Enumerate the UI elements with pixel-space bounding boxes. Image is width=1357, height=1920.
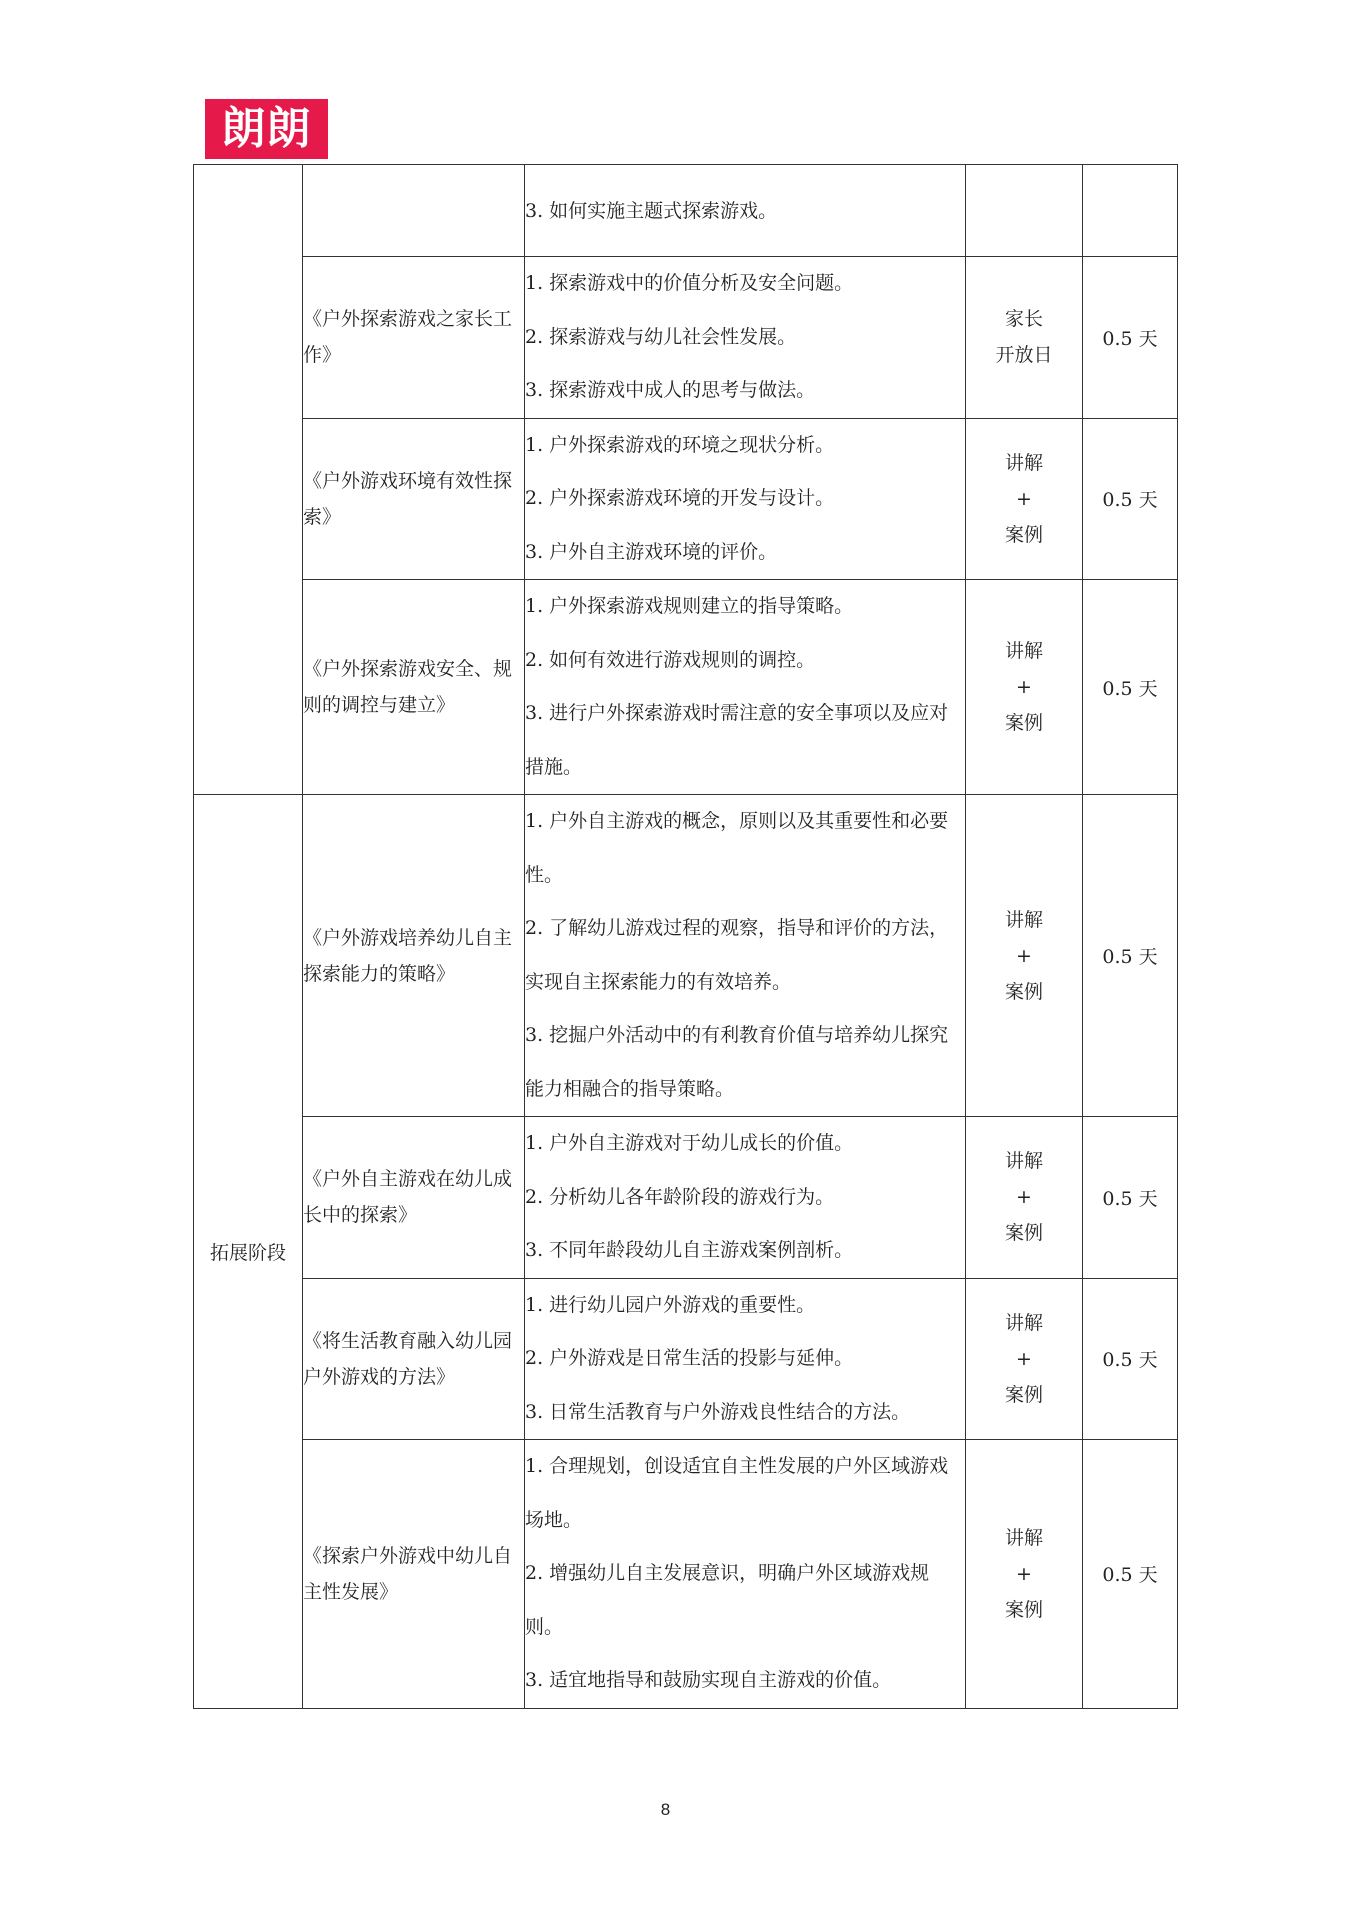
method-line: 讲解	[1004, 1150, 1043, 1173]
course-duration: 0.5 天	[1083, 1440, 1178, 1709]
course-duration: 0.5 天	[1083, 580, 1178, 795]
course-method	[966, 795, 1083, 1117]
content-line: 3. 探索游戏中成人的思考与做法。	[525, 379, 816, 401]
course-title: 《户外探索游戏安全、规则的调控与建立》	[303, 580, 525, 795]
course-title: 《户外游戏环境有效性探索》	[303, 418, 525, 580]
method-line: 案例	[1004, 980, 1043, 1003]
course-duration: 0.5 天	[1083, 418, 1178, 580]
content-line: 3. 日常生活教育与户外游戏良性结合的方法。	[525, 1400, 911, 1423]
table-row	[194, 1278, 1178, 1440]
method-line: 案例	[1004, 712, 1043, 734]
content-line: 2. 探索游戏与幼儿社会性发展。	[525, 325, 797, 348]
content-line: 2. 了解幼儿游戏过程的观察，指导和评价的方法，实现自主探索能力的有效培养。	[525, 917, 949, 993]
content-line: 1. 户外自主游戏的概念，原则以及其重要性和必要性。	[525, 810, 949, 886]
content-line: 3. 适宜地指导和鼓励实现自主游戏的价值。	[525, 1669, 892, 1691]
method-line: +	[1016, 1347, 1032, 1370]
course-method	[966, 580, 1083, 795]
content-line: 3. 挖掘户外活动中的有利教育价值与培养幼儿探究能力相融合的指导策略。	[525, 1024, 949, 1100]
stage-cell-continued	[194, 165, 303, 795]
content-line: 2. 户外游戏是日常生活的投影与延伸。	[525, 1347, 854, 1369]
method-line: +	[1016, 1186, 1032, 1209]
method-line: 开放日	[995, 344, 1053, 367]
content-line: 1. 合理规划，创设适宜自主性发展的户外区域游戏场地。	[525, 1455, 949, 1531]
course-schedule-table	[193, 164, 1178, 1709]
method-line: 案例	[1004, 1598, 1043, 1621]
course-title: 《户外自主游戏在幼儿成长中的探索》	[303, 1117, 525, 1279]
course-content	[525, 257, 966, 419]
method-line: 案例	[1004, 1222, 1043, 1245]
brand-logo: 朗朗	[205, 99, 328, 159]
table-row	[194, 580, 1178, 795]
page-number: 8	[660, 1800, 671, 1819]
table-row	[194, 418, 1178, 580]
course-method	[966, 1278, 1083, 1440]
method-line: 案例	[1004, 523, 1043, 546]
course-duration: 0.5 天	[1083, 257, 1178, 419]
course-title: 《户外探索游戏之家长工作》	[303, 257, 525, 419]
content-line: 1. 户外探索游戏的环境之现状分析。	[525, 433, 835, 456]
stage-label: 拓展阶段	[194, 795, 303, 1709]
course-duration: 0.5 天	[1083, 1117, 1178, 1279]
table-row	[194, 1117, 1178, 1279]
content-line: 2. 增强幼儿自主发展意识，明确户外区域游戏规则。	[525, 1562, 930, 1638]
method-line: 家长	[1004, 308, 1043, 331]
course-duration	[1083, 165, 1178, 257]
course-content	[525, 418, 966, 580]
method-line: 讲解	[1004, 640, 1043, 662]
course-method	[966, 1440, 1083, 1709]
course-title	[303, 165, 525, 257]
content-line: 2. 户外探索游戏环境的开发与设计。	[525, 487, 835, 509]
method-line: +	[1016, 1562, 1032, 1585]
method-line: 讲解	[1004, 908, 1043, 931]
table-row	[194, 1440, 1178, 1709]
content-line: 1. 探索游戏中的价值分析及安全问题。	[525, 272, 854, 294]
content-line: 3. 户外自主游戏环境的评价。	[525, 540, 778, 563]
table-row	[194, 257, 1178, 419]
course-duration: 0.5 天	[1083, 795, 1178, 1117]
course-content	[525, 795, 966, 1117]
course-method	[966, 257, 1083, 419]
course-method	[966, 418, 1083, 580]
method-line: +	[1016, 487, 1032, 510]
method-line: 讲解	[1004, 1311, 1043, 1334]
course-method	[966, 165, 1083, 257]
content-line: 1. 户外探索游戏规则建立的指导策略。	[525, 595, 854, 617]
course-title: 《户外游戏培养幼儿自主探索能力的策略》	[303, 795, 525, 1117]
course-method	[966, 1117, 1083, 1279]
content-line: 1. 户外自主游戏对于幼儿成长的价值。	[525, 1132, 854, 1154]
content-line: 3. 进行户外探索游戏时需注意的安全事项以及应对措施。	[525, 702, 949, 778]
content-line: 3. 如何实施主题式探索游戏。	[525, 199, 778, 222]
course-content	[525, 1440, 966, 1709]
method-line: 案例	[1004, 1383, 1043, 1406]
method-line: +	[1016, 676, 1032, 698]
course-content	[525, 1117, 966, 1279]
method-line: 讲解	[1004, 451, 1043, 474]
course-content	[525, 165, 966, 257]
course-title: 《将生活教育融入幼儿园户外游戏的方法》	[303, 1278, 525, 1440]
table-row	[194, 795, 1178, 1117]
content-line: 1. 进行幼儿园户外游戏的重要性。	[525, 1293, 816, 1316]
table-row	[194, 165, 1178, 257]
course-content	[525, 1278, 966, 1440]
method-line: 讲解	[1004, 1526, 1043, 1549]
content-line: 2. 如何有效进行游戏规则的调控。	[525, 648, 816, 671]
method-line: +	[1016, 944, 1032, 967]
course-title: 《探索户外游戏中幼儿自主性发展》	[303, 1440, 525, 1709]
content-line: 2. 分析幼儿各年龄阶段的游戏行为。	[525, 1185, 835, 1208]
course-content	[525, 580, 966, 795]
content-line: 3. 不同年龄段幼儿自主游戏案例剖析。	[525, 1239, 854, 1261]
course-duration: 0.5 天	[1083, 1278, 1178, 1440]
